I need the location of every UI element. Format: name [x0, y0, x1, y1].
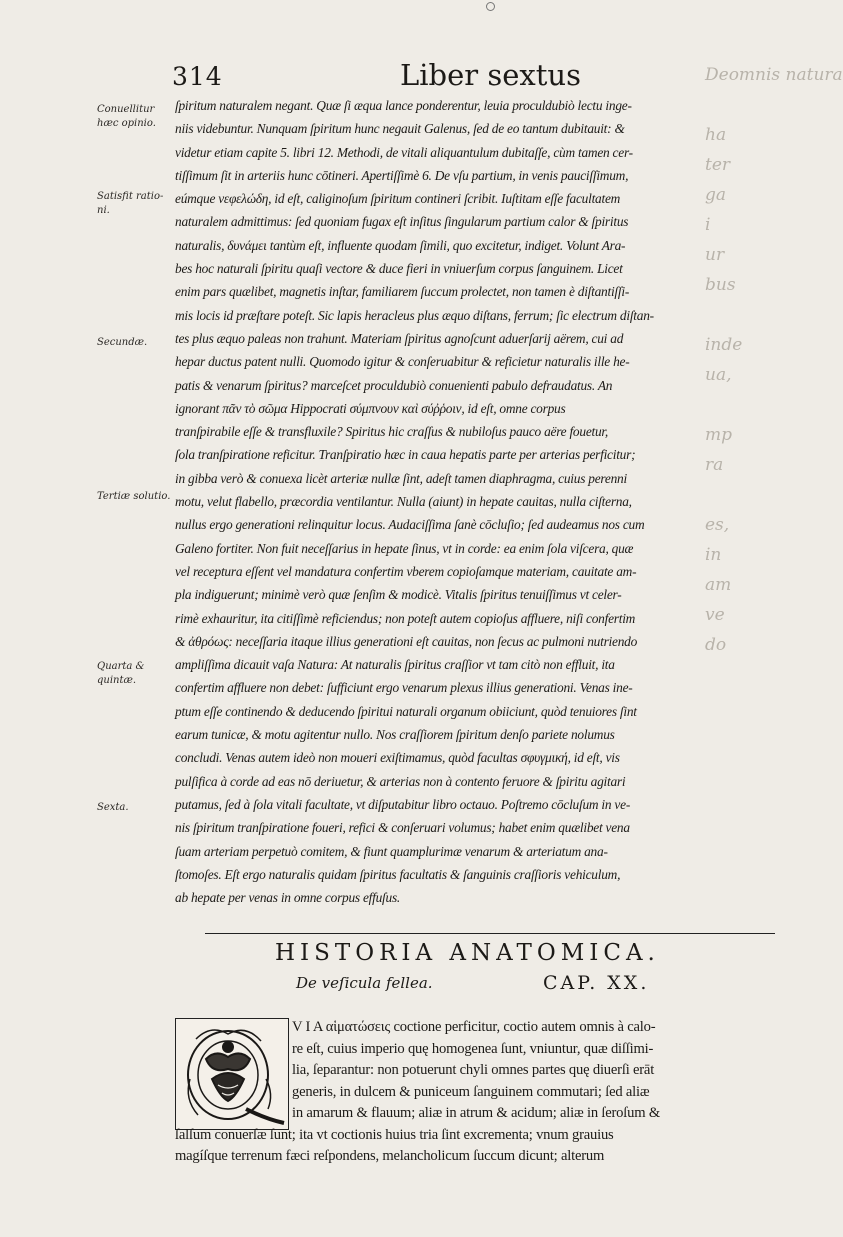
page-ornament-dot [486, 2, 495, 11]
text-line: lia, ſeparantur: non potuerunt chyli omnes partes quę diuerſi erāt [292, 1062, 655, 1078]
section-subtitle: De veſicula fellea. [296, 974, 433, 992]
text-line: eúmque νεφελώδη, id eſt, caliginoſum ſpiritum contineri ſcribit. Iuſtitam eſſe facultatem [175, 191, 621, 207]
text-line: concludi. Venas autem ideò non moueri exiſtimamus, quòd facultas σφυγμική, id eſt, vis [175, 750, 620, 766]
main-text-block [175, 94, 770, 909]
text-line: mis locis id præſtare poteſt. Sic lapis heracleus plus æquo diſtans, ferrum; ſic electrum diſtan- [175, 307, 654, 323]
text-line: patis & venarum ſpiritus? marceſcet proculdubiò conuenienti pabulo defraudatus. An [175, 377, 613, 393]
text-line: pulſifica à corde ad eas nō deriuetur, & arterias non à contento feruore & ſpiritu agitari [175, 773, 626, 789]
text-line: Galeno fortiter. Non fuit neceſſarius in hepate ſinus, vt in corde: ea enim ſola viſcera, quæ [175, 540, 634, 556]
running-head: Liber sextus [400, 58, 581, 92]
section-rule [205, 933, 775, 934]
marginal-note: Tertiæ solutio. [97, 491, 171, 502]
text-line: generis, in dulcem & puniceum ſanguinem commutari; ſed aliæ [292, 1083, 650, 1100]
text-line: V I A αἱματώσεις coctione perficitur, coctio autem omnis à calo- [292, 1019, 656, 1035]
text-line: ſalſum conuerſæ ſunt; ita vt coctionis huius tria ſint excrementa; vnum grauius [175, 1126, 614, 1143]
bleed-through-text: Deomnis natura ha ter ga i ur bus inde ua, mp ra es, in am ve do [705, 65, 843, 655]
text-line: magíſque terrenum fæci reſpondens, melancholicum ſuccum dicunt; alterum [175, 1148, 605, 1164]
text-line: rimè exhauritur, ita citiſſimè reficiendus; non poteſt autem copioſus affluere, niſi confertim [175, 610, 636, 626]
text-line: enim pars quælibet, magnetis inſtar, familiarem ſuccum prolectet, non tamen è diſtantiſſi- [175, 284, 630, 300]
text-line: nullus ergo generationi relinquitur locus. Audaciſſima ſanè cōcluſio; ſed audeamus nos cum [175, 517, 645, 533]
marginal-note: Satisfit ratio- ni. [97, 191, 164, 216]
page-number: 314 [172, 62, 223, 91]
text-line: tes plus æquo paleas non trahunt. Materiam ſpiritus agnoſcunt aduerſarij aërem, cui ad [175, 330, 624, 346]
chapter-text-block [175, 1017, 770, 1168]
text-line: ſuam arteriam perpetuò comitem, & fiunt quamplurimæ venarum & arteriatum ana- [175, 843, 608, 859]
text-line: ſtomoſes. Eſt ergo naturalis quidam ſpiritus facultatis & ſanguinis craſſioris vehiculum, [175, 866, 621, 882]
text-line: hepar ductus patent nulli. Quomodo igitur & conſeruabitur & reficietur naturalis ille he- [175, 354, 630, 370]
marginal-note: Secundæ. [97, 337, 148, 348]
text-line: earum tunicæ, & motu agitentur nullo. Nos craſſiorem ſpiritum denſo pariete nolumus [175, 727, 615, 743]
text-line: & ἀθρόως: neceſſaria itaque illius generationi eſt cauitas, non ſecus ac pulmoni nutriendo [175, 633, 638, 649]
text-line: ptum eſſe continendo & deducendo ſpiritui naturali organum obiiciunt, quòd tenuiores ſint [175, 703, 637, 719]
text-line: ampliſſima dicauit vaſa Natura: At naturalis ſpiritus craſſior vt tam citò non effluit, ita [175, 657, 615, 673]
text-line: pla indiguerunt; minimè verò quæ ſenſim & modicè. Vitalis ſpiritus tenuiſſimus vt celer- [175, 587, 622, 603]
text-line: bes hoc naturali ſpiritu quaſi vectore & duce fieri in vniuerſum corpus ſanguinem. Licet [175, 261, 623, 277]
text-line: naturalem admittimus: ſed quoniam fugax eſt inſitus ſingularum partium calor & ſpiritus [175, 214, 629, 230]
text-line: in gibba verò & conuexa licèt arteriæ nullæ ſint, adeſt tamen diaphragma, cuius perenni [175, 470, 627, 486]
text-line: putamus, ſed à ſola vitali facultate, vt diſputabitur libro octauo. Poſtremo cōcluſum in ve- [175, 796, 631, 812]
text-line: tranſpirabile eſſe & transfluxile? Spiritus hic craſſus & nubiloſus pauco aëre fouetur, [175, 424, 609, 440]
text-line: videtur etiam capite 5. libri 12. Methodi, de vitali aliquantulum dubitaſſe, cùm tamen cer- [175, 144, 633, 160]
text-line: confertim affluere non debet: ſufficiunt ergo venarum plexus illius generationi. Venas ine- [175, 680, 633, 696]
text-line: ignorant πᾶν τὸ σῶμα Hippocrati σύμπνουν καὶ σύῤῥοιν, id eſt, omne corpus [175, 400, 566, 416]
text-line: in amarum & flauum; aliæ in atrum & acidum; aliæ in ſeroſum & [292, 1105, 660, 1121]
text-line: tiſſimum ſit in arteriis hunc cōtineri. Apertiſſimè 6. De vſu partium, in venis pauciſſimum, [175, 167, 629, 183]
text-line: vel receptura eſſent vel mandatura confertim vberem copioſamque materiam, cauitate am- [175, 563, 637, 579]
marginal-note: Conuellitur hæc opinio. [97, 104, 156, 129]
text-line: re eſt, cuius imperio quę homogenea ſunt, vniuntur, quæ diſſimi- [292, 1040, 654, 1057]
text-line: niis videbuntur. Nunquam ſpiritum hunc negauit Galenus, ſed de eo tantum dubitauit: & [175, 121, 625, 137]
marginal-note: Sexta. [97, 802, 129, 813]
text-line: naturalis, δυνάμει tantùm eſt, influente quodam ſimili, quo excitetur, indiget. Volunt Ara- [175, 237, 626, 253]
section-title: HISTORIA ANATOMICA. [275, 940, 660, 966]
text-line: nis ſpiritum tranſpiratione foueri, refici & conſeruari volumus; habet enim quælibet vena [175, 820, 630, 836]
text-line: ſpiritum naturalem negant. Quæ ſi æqua lance ponderentur, leuia proculdubiò lectu inge- [175, 98, 632, 113]
text-line: ſola tranſpiratione reficitur. Tranſpiratio hæc in caua hepatis parte per arterias perficitur; [175, 447, 636, 463]
text-line: motu, velut flabello, præcordia ventilantur. Nulla (aiunt) in hepate cauitas, nulla ciſterna, [175, 494, 632, 510]
marginal-note: Quarta & quintæ. [97, 661, 145, 686]
text-line: ab hepate per venas in omne corpus effuſus. [175, 890, 401, 906]
chapter-number: CAP. XX. [543, 972, 650, 994]
